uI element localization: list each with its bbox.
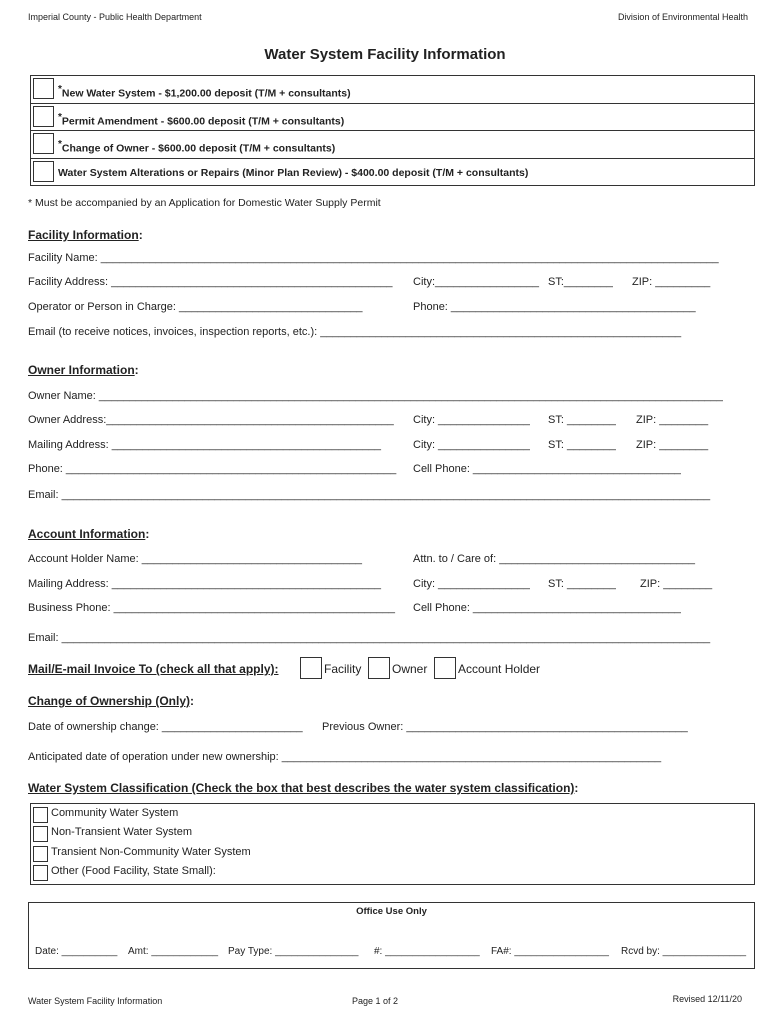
classification-row bbox=[31, 804, 754, 824]
invoice-facility-label: Facility bbox=[324, 662, 362, 676]
invoice-owner-checkbox[interactable] bbox=[368, 657, 390, 679]
transient-non-community-checkbox[interactable] bbox=[33, 846, 48, 862]
owner-phone-field[interactable]: Phone: ______________________________________________________ bbox=[28, 463, 397, 475]
classification-label: Community Water System bbox=[51, 807, 179, 819]
classification-row bbox=[31, 862, 754, 882]
fee-option-label: Change of Owner - $600.00 deposit (T/M + consultants) bbox=[61, 142, 336, 155]
facility-heading: Facility Information: bbox=[28, 228, 143, 242]
footer-form-name: Water System Facility Information bbox=[28, 996, 163, 1006]
classification-table bbox=[30, 803, 755, 885]
fee-option-row bbox=[31, 76, 754, 103]
classification-row bbox=[31, 823, 754, 843]
owner-mailing-field[interactable]: Mailing Address: ____________________________________________ bbox=[28, 439, 381, 451]
owner-state-field[interactable]: ST: ________ bbox=[548, 414, 616, 426]
account-mailing-field[interactable]: Mailing Address: ____________________________________________ bbox=[28, 578, 381, 590]
facility-phone-field[interactable]: Phone: ________________________________________ bbox=[413, 301, 696, 313]
classification-heading: Water System Classification (Check the box that best describes the water system classification): bbox=[28, 781, 579, 795]
account-zip-field[interactable]: ZIP: ________ bbox=[640, 578, 713, 590]
new-water-system-checkbox[interactable] bbox=[33, 78, 54, 99]
alterations-repairs-checkbox[interactable] bbox=[33, 161, 54, 182]
facility-state-field[interactable]: ST:________ bbox=[548, 276, 613, 288]
office-pay-type-field[interactable]: Pay Type: _______________ bbox=[228, 946, 359, 957]
footer-page-number: Page 1 of 2 bbox=[352, 996, 399, 1006]
office-fa-field[interactable]: FA#: _________________ bbox=[491, 946, 609, 957]
fee-options-table bbox=[30, 75, 755, 186]
mail-invoice-label: Mail/E-mail Invoice To (check all that apply): bbox=[28, 662, 279, 676]
office-amount-field[interactable]: Amt: ____________ bbox=[128, 946, 219, 957]
owner-city-field[interactable]: City: _______________ bbox=[413, 414, 530, 426]
owner-address-field[interactable]: Owner Address:_______________________________________________ bbox=[28, 414, 394, 426]
account-city-field[interactable]: City: _______________ bbox=[413, 578, 530, 590]
fee-option-row bbox=[31, 158, 754, 186]
owner-name-field[interactable]: Owner Name: ______________________________________________________________________________________________________ bbox=[28, 390, 723, 402]
account-holder-field[interactable]: Account Holder Name: ____________________________________ bbox=[28, 553, 362, 565]
office-use-title: Office Use Only bbox=[356, 906, 427, 917]
non-transient-checkbox[interactable] bbox=[33, 826, 48, 842]
facility-zip-field[interactable]: ZIP: _________ bbox=[632, 276, 711, 288]
invoice-facility-checkbox[interactable] bbox=[300, 657, 322, 679]
facility-city-field[interactable]: City:_________________ bbox=[413, 276, 540, 288]
account-state-field[interactable]: ST: ________ bbox=[548, 578, 616, 590]
invoice-account-holder-label: Account Holder bbox=[458, 662, 541, 676]
required-star: * bbox=[58, 111, 62, 123]
permit-amendment-checkbox[interactable] bbox=[33, 106, 54, 127]
facility-email-field[interactable]: Email (to receive notices, invoices, inspection reports, etc.): ___________________________________________________________ bbox=[28, 326, 682, 338]
required-star: * bbox=[58, 139, 62, 150]
change-ownership-heading: Change of Ownership (Only): bbox=[28, 694, 195, 708]
previous-owner-field[interactable]: Previous Owner: ______________________________________________ bbox=[322, 721, 688, 733]
required-star: * bbox=[58, 84, 62, 95]
change-of-owner-checkbox[interactable] bbox=[33, 133, 54, 154]
facility-address-field[interactable]: Facility Address: ______________________________________________ bbox=[28, 276, 393, 288]
classification-label: Transient Non-Community Water System bbox=[51, 846, 251, 858]
application-note: * Must be accompanied by an Application for Domestic Water Supply Permit bbox=[28, 197, 381, 209]
office-use-box bbox=[28, 902, 755, 969]
owner-zip-field[interactable]: ZIP: ________ bbox=[636, 414, 709, 426]
facility-name-field[interactable]: Facility Name: _____________________________________________________________________________________________________ bbox=[28, 252, 719, 264]
owner-mailing-zip-field[interactable]: ZIP: ________ bbox=[636, 439, 709, 451]
owner-heading: Owner Information: bbox=[28, 363, 139, 377]
invoice-account-holder-checkbox[interactable] bbox=[434, 657, 456, 679]
anticipated-date-field[interactable]: Anticipated date of operation under new ownership: ______________________________________________________________ bbox=[28, 751, 662, 763]
fee-option-label: Water System Alterations or Repairs (Minor Plan Review) - $400.00 deposit (T/M + consultants) bbox=[58, 166, 529, 179]
page-title: Water System Facility Information bbox=[264, 46, 506, 63]
fee-option-label: Permit Amendment - $600.00 deposit (T/M + consultants) bbox=[61, 115, 345, 127]
owner-mailing-state-field[interactable]: ST: ________ bbox=[548, 439, 616, 451]
header-division: Division of Environmental Health bbox=[617, 12, 748, 22]
classification-row bbox=[31, 843, 754, 863]
account-email-field[interactable]: Email: __________________________________________________________________________________________________________ bbox=[28, 632, 711, 644]
footer-revision: Revised 12/11/20 bbox=[672, 994, 742, 1004]
attn-field[interactable]: Attn. to / Care of: ________________________________ bbox=[413, 553, 695, 565]
other-classification-checkbox[interactable] bbox=[33, 865, 48, 881]
business-phone-field[interactable]: Business Phone: ______________________________________________ bbox=[28, 602, 396, 614]
office-number-field[interactable]: #: _________________ bbox=[374, 946, 480, 957]
ownership-change-date-field[interactable]: Date of ownership change: _______________________ bbox=[28, 721, 303, 733]
owner-email-field[interactable]: Email: __________________________________________________________________________________________________________ bbox=[28, 489, 711, 501]
owner-cell-field[interactable]: Cell Phone: __________________________________ bbox=[413, 463, 681, 475]
owner-mailing-city-field[interactable]: City: _______________ bbox=[413, 439, 530, 451]
header-department: Imperial County - Public Health Department bbox=[28, 12, 202, 22]
account-heading: Account Information: bbox=[28, 527, 150, 541]
office-received-by-field[interactable]: Rcvd by: _______________ bbox=[621, 946, 747, 957]
invoice-owner-label: Owner bbox=[392, 662, 428, 676]
fee-option-label: New Water System - $1,200.00 deposit (T/M + consultants) bbox=[61, 87, 351, 100]
account-cell-field[interactable]: Cell Phone: __________________________________ bbox=[413, 602, 681, 614]
classification-label: Other (Food Facility, State Small): bbox=[51, 865, 216, 877]
office-date-field[interactable]: Date: __________ bbox=[35, 946, 118, 957]
fee-option-row bbox=[31, 130, 754, 158]
classification-label: Non-Transient Water System bbox=[51, 826, 193, 838]
community-water-system-checkbox[interactable] bbox=[33, 807, 48, 823]
fee-option-row bbox=[31, 103, 754, 131]
operator-field[interactable]: Operator or Person in Charge: ______________________________ bbox=[28, 301, 363, 313]
